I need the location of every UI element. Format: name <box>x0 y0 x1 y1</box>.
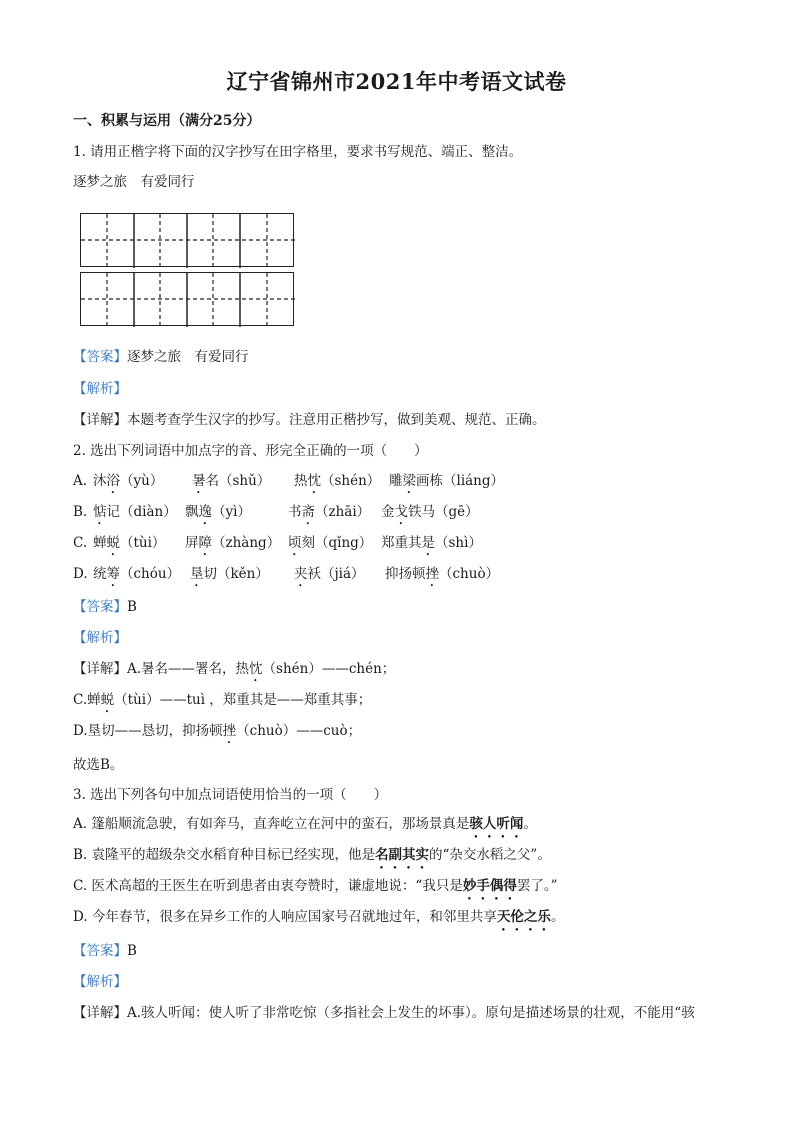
q2-option-b-label: B. <box>73 504 88 520</box>
detail-tag: 【详解】 <box>73 661 127 677</box>
q2-option-a-label: A. <box>73 473 88 489</box>
answer-text: 逐梦之旅 有爱同行 <box>127 349 249 365</box>
section-heading: 一、积累与运用（满分25分） <box>73 113 261 129</box>
question-1-analysis-tag: 【解析】 <box>73 381 127 397</box>
question-1-detail <box>73 410 546 430</box>
question-2-analysis-tag: 【解析】 <box>73 630 127 646</box>
question-2-conclusion: 故选B。 <box>73 757 124 773</box>
q2-option-a-word-2: 暑名（shǔ） <box>192 473 271 489</box>
answer-text: B <box>127 943 137 959</box>
q2-option-c-label: C. <box>73 535 88 551</box>
q2-option-c-word-4: 郑重其是（shì） <box>381 535 482 551</box>
q2-option-a-word-3: 热忱（shén） <box>294 473 381 489</box>
answer-tag: 【答案】 <box>73 599 127 615</box>
question-2-detail-3: D.垦切——恳切，抑扬顿挫（chuò）——cuò； <box>73 723 362 739</box>
q2-option-d-word-1: 统筹（chóu） <box>93 566 181 582</box>
detail-text: A.骇人听闻：使人听了非常吃惊（多指社会上发生的坏事）。原句是描述场景的壮观，不能用“骇 <box>127 1005 695 1021</box>
q2-option-b-word-2: 飘逸（yì） <box>185 504 251 520</box>
q2-option-d-word-2: 垦切（kěn） <box>190 566 269 582</box>
tianzige-grid-row-2 <box>80 272 294 326</box>
question-2-answer <box>73 597 137 617</box>
question-2-detail-1: 【详解】A.暑名——署名，热忱（shén）——chén； <box>73 661 396 677</box>
page-title: 辽宁省锦州市2021年中考语文试卷 <box>226 69 567 94</box>
q2-option-b-word-1: 惦记（diàn） <box>93 504 177 520</box>
q2-option-d-word-3: 夹袄（jiá） <box>294 566 365 582</box>
detail-tag: 【详解】 <box>73 1005 127 1021</box>
answer-tag: 【答案】 <box>73 943 127 959</box>
q3-option-b: B. 袁隆平的超级杂交水稻育种目标已经实现，他是名副其实的“杂交水稻之父”。 <box>73 847 551 863</box>
q2-option-c-word-1: 蝉蜕（tùi） <box>93 535 166 551</box>
detail-text: 本题考查学生汉字的抄写。注意用正楷抄写，做到美观、规范、正确。 <box>127 412 546 428</box>
q2-option-a-word-4: 雕梁画栋（liáng） <box>389 473 505 489</box>
question-2-stem: 2. 选出下列词语中加点字的音、形完全正确的一项（ ） <box>73 443 428 459</box>
tianzige-lines-1 <box>81 214 295 268</box>
q3-option-c: C. 医术高超的王医生在听到患者由衷夸赞时，谦虚地说：“我只是妙手偶得罢了。” <box>73 878 558 894</box>
detail-tag: 【详解】 <box>73 412 127 428</box>
q2-option-a-word-1: 沐浴（yù） <box>93 473 164 489</box>
q2-option-c-word-2: 屏障（zhàng） <box>185 535 281 551</box>
question-3-detail <box>73 1003 695 1023</box>
q2-option-d-label: D. <box>73 566 88 582</box>
q2-option-c-word-3: 顷刻（qǐng） <box>288 535 373 551</box>
answer-tag: 【答案】 <box>73 349 127 365</box>
question-2-detail-2: C.蝉蜕（tùi）——tuì ，郑重其是——郑重其事； <box>73 692 372 708</box>
tianzige-lines-2 <box>81 273 295 327</box>
question-3-answer <box>73 941 137 961</box>
question-1-words: 逐梦之旅 有爱同行 <box>73 174 195 190</box>
tianzige-grid-row-1 <box>80 213 294 267</box>
q3-option-d: D. 今年春节，很多在异乡工作的人响应国家号召就地过年，和邻里共享天伦之乐。 <box>73 909 565 925</box>
question-3-analysis-tag: 【解析】 <box>73 974 127 990</box>
q2-option-b-word-4: 金戈铁马（gē） <box>381 504 479 520</box>
question-3-stem: 3. 选出下列各句中加点词语使用恰当的一项（ ） <box>73 787 388 803</box>
q2-option-b-word-3: 书斋（zhāi） <box>288 504 371 520</box>
answer-text: B <box>127 599 137 615</box>
q3-option-a: A. 篷船顺流急驶，有如奔马，直奔屹立在河中的蛮石，那场景真是骇人听闻。 <box>73 816 537 832</box>
question-1-stem: 1. 请用正楷字将下面的汉字抄写在田字格里，要求书写规范、端正、整洁。 <box>73 144 523 160</box>
question-1-answer <box>73 347 249 367</box>
q2-option-d-word-4: 抑扬顿挫（chuò） <box>385 566 500 582</box>
